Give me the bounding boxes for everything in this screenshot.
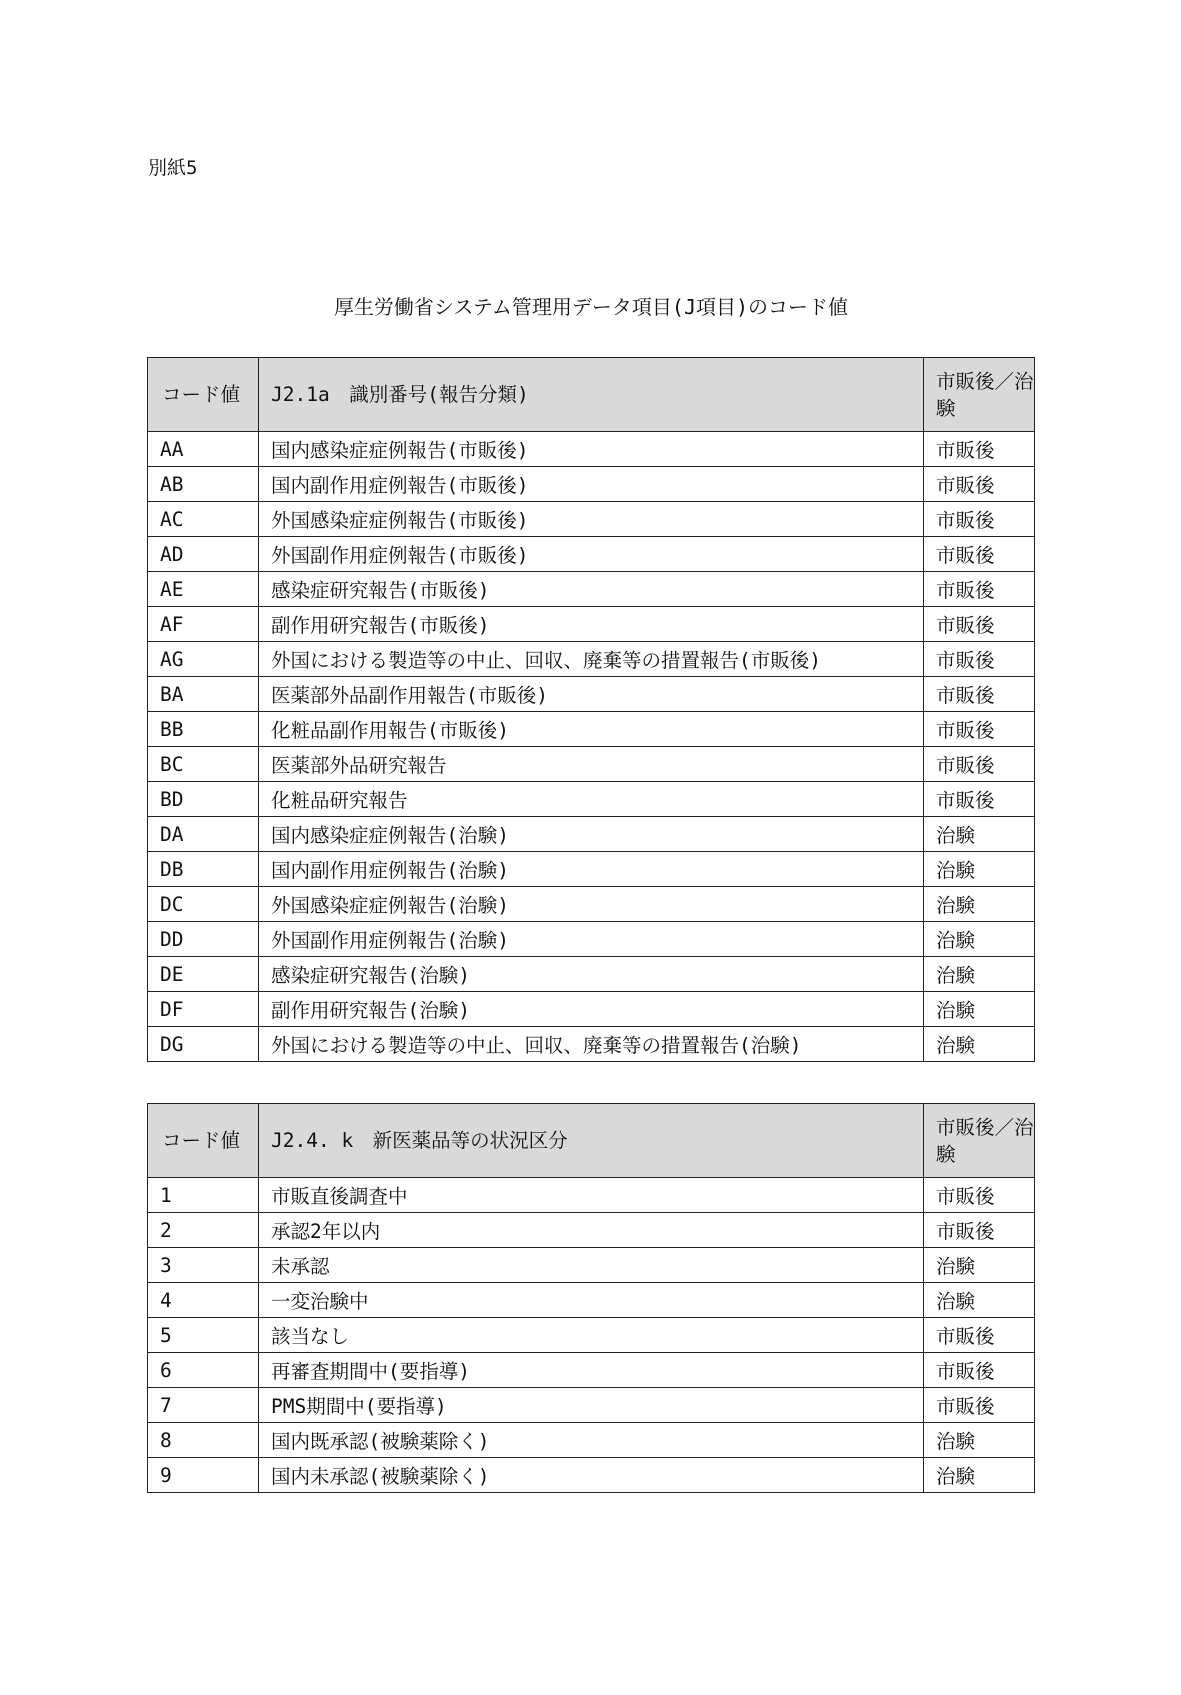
cell-type: 市販後 <box>924 1178 1035 1213</box>
table-row <box>148 1388 1035 1423</box>
table-row <box>148 1248 1035 1283</box>
cell-type: 市販後 <box>924 1318 1035 1353</box>
cell-description: 一変治験中 <box>259 1283 924 1318</box>
cell-description: 副作用研究報告(治験) <box>259 992 924 1027</box>
table-row <box>148 747 1035 782</box>
cell-type: 治験 <box>924 852 1035 887</box>
cell-description: 該当なし <box>259 1318 924 1353</box>
cell-type: 市販後 <box>924 607 1035 642</box>
cell-code: BB <box>148 712 259 747</box>
cell-type: 市販後 <box>924 502 1035 537</box>
cell-code: AC <box>148 502 259 537</box>
cell-description: 承認2年以内 <box>259 1213 924 1248</box>
table-row <box>148 642 1035 677</box>
cell-code: DD <box>148 922 259 957</box>
table-body <box>148 1178 1035 1493</box>
cell-code: DC <box>148 887 259 922</box>
cell-type: 市販後 <box>924 432 1035 467</box>
cell-type: 治験 <box>924 817 1035 852</box>
header-code: コード値 <box>148 1104 259 1178</box>
cell-description: 市販直後調査中 <box>259 1178 924 1213</box>
table-row <box>148 677 1035 712</box>
cell-description: 国内未承認(被験薬除く) <box>259 1458 924 1493</box>
cell-description: 感染症研究報告(治験) <box>259 957 924 992</box>
table-row <box>148 607 1035 642</box>
cell-type: 市販後 <box>924 747 1035 782</box>
cell-description: 医薬部外品副作用報告(市販後) <box>259 677 924 712</box>
cell-description: 外国感染症症例報告(治験) <box>259 887 924 922</box>
cell-code: 6 <box>148 1353 259 1388</box>
table-row <box>148 432 1035 467</box>
cell-code: 9 <box>148 1458 259 1493</box>
cell-code: DA <box>148 817 259 852</box>
cell-description: 外国副作用症例報告(治験) <box>259 922 924 957</box>
table-row <box>148 572 1035 607</box>
table-row <box>148 1318 1035 1353</box>
table-row <box>148 467 1035 502</box>
cell-type: 治験 <box>924 887 1035 922</box>
cell-description: 国内副作用症例報告(治験) <box>259 852 924 887</box>
cell-code: 4 <box>148 1283 259 1318</box>
table-row <box>148 1027 1035 1062</box>
cell-code: 2 <box>148 1213 259 1248</box>
header-item: J2.4. k 新医薬品等の状況区分 <box>259 1104 924 1178</box>
table-row <box>148 537 1035 572</box>
report-category-code-table <box>147 357 1035 1062</box>
table-body <box>148 432 1035 1062</box>
cell-type: 市販後 <box>924 1213 1035 1248</box>
table-row <box>148 782 1035 817</box>
cell-code: DB <box>148 852 259 887</box>
cell-code: BD <box>148 782 259 817</box>
page-title: 厚生労働省システム管理用データ項目(J項目)のコード値 <box>333 295 849 319</box>
cell-description: 外国感染症症例報告(市販後) <box>259 502 924 537</box>
cell-code: 1 <box>148 1178 259 1213</box>
cell-code: AB <box>148 467 259 502</box>
cell-type: 市販後 <box>924 712 1035 747</box>
cell-code: AA <box>148 432 259 467</box>
table-row <box>148 502 1035 537</box>
cell-type: 市販後 <box>924 642 1035 677</box>
table-row <box>148 1178 1035 1213</box>
cell-description: 国内感染症症例報告(市販後) <box>259 432 924 467</box>
table-row <box>148 887 1035 922</box>
cell-code: 5 <box>148 1318 259 1353</box>
table-row <box>148 1423 1035 1458</box>
table-row <box>148 992 1035 1027</box>
table-row <box>148 1283 1035 1318</box>
cell-type: 市販後 <box>924 1353 1035 1388</box>
cell-description: 外国における製造等の中止、回収、廃棄等の措置報告(市販後) <box>259 642 924 677</box>
cell-description: 化粧品副作用報告(市販後) <box>259 712 924 747</box>
cell-code: 7 <box>148 1388 259 1423</box>
cell-code: AE <box>148 572 259 607</box>
cell-description: 未承認 <box>259 1248 924 1283</box>
cell-description: PMS期間中(要指導) <box>259 1388 924 1423</box>
cell-type: 治験 <box>924 1458 1035 1493</box>
cell-code: AF <box>148 607 259 642</box>
table-row <box>148 957 1035 992</box>
cell-description: 感染症研究報告(市販後) <box>259 572 924 607</box>
cell-type: 治験 <box>924 957 1035 992</box>
cell-description: 副作用研究報告(市販後) <box>259 607 924 642</box>
cell-description: 医薬部外品研究報告 <box>259 747 924 782</box>
cell-type: 市販後 <box>924 1388 1035 1423</box>
cell-type: 治験 <box>924 922 1035 957</box>
cell-description: 国内感染症症例報告(治験) <box>259 817 924 852</box>
table-header-row <box>148 358 1035 432</box>
cell-type: 治験 <box>924 1248 1035 1283</box>
cell-description: 再審査期間中(要指導) <box>259 1353 924 1388</box>
table-header-row <box>148 1104 1035 1178</box>
header-type: 市販後／治験 <box>924 358 1035 432</box>
cell-code: DE <box>148 957 259 992</box>
cell-type: 市販後 <box>924 467 1035 502</box>
table-row <box>148 817 1035 852</box>
cell-type: 治験 <box>924 1027 1035 1062</box>
cell-type: 市販後 <box>924 537 1035 572</box>
cell-type: 市販後 <box>924 572 1035 607</box>
cell-description: 外国副作用症例報告(市販後) <box>259 537 924 572</box>
cell-code: DF <box>148 992 259 1027</box>
cell-code: DG <box>148 1027 259 1062</box>
cell-type: 市販後 <box>924 782 1035 817</box>
table-row <box>148 922 1035 957</box>
cell-type: 治験 <box>924 992 1035 1027</box>
cell-description: 外国における製造等の中止、回収、廃棄等の措置報告(治験) <box>259 1027 924 1062</box>
cell-code: BC <box>148 747 259 782</box>
cell-description: 国内副作用症例報告(市販後) <box>259 467 924 502</box>
cell-code: AD <box>148 537 259 572</box>
cell-code: 3 <box>148 1248 259 1283</box>
table-row <box>148 852 1035 887</box>
drug-status-code-table <box>147 1103 1035 1493</box>
header-type: 市販後／治験 <box>924 1104 1035 1178</box>
table-row <box>148 712 1035 747</box>
cell-code: AG <box>148 642 259 677</box>
cell-type: 治験 <box>924 1283 1035 1318</box>
cell-type: 治験 <box>924 1423 1035 1458</box>
annex-label: 別紙5 <box>148 157 198 179</box>
cell-code: 8 <box>148 1423 259 1458</box>
table-row <box>148 1213 1035 1248</box>
cell-description: 化粧品研究報告 <box>259 782 924 817</box>
header-item: J2.1a 識別番号(報告分類) <box>259 358 924 432</box>
header-code: コード値 <box>148 358 259 432</box>
cell-code: BA <box>148 677 259 712</box>
cell-description: 国内既承認(被験薬除く) <box>259 1423 924 1458</box>
cell-type: 市販後 <box>924 677 1035 712</box>
table-row <box>148 1353 1035 1388</box>
table-row <box>148 1458 1035 1493</box>
